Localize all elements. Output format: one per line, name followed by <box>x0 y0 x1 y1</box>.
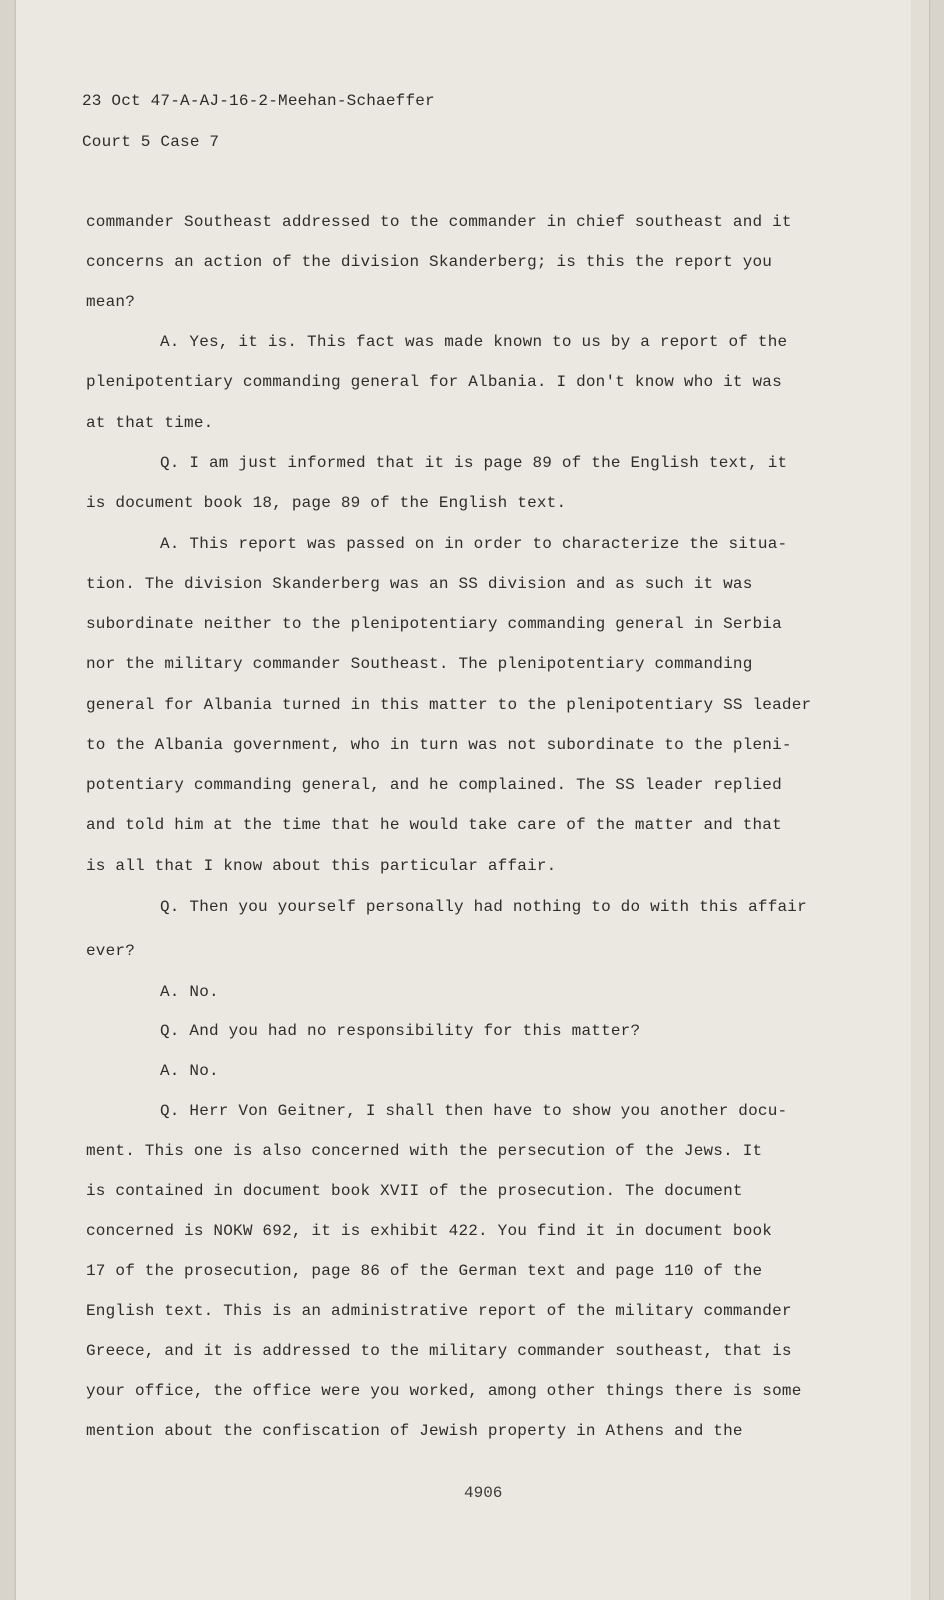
answer-line: A. This report was passed on in order to characterize the situa- <box>160 535 788 553</box>
body-line: subordinate neither to the plenipotentiary commanding general in Serbia <box>86 615 782 633</box>
page-number: 4906 <box>464 1484 503 1502</box>
header-line-2: Court 5 Case 7 <box>82 133 220 151</box>
body-line: concerns an action of the division Skanderberg; is this the report you <box>86 253 773 271</box>
header-line-1: 23 Oct 47-A-AJ-16-2-Meehan-Schaeffer <box>82 92 435 110</box>
body-line: English text. This is an administrative report of the military commander <box>86 1302 792 1320</box>
body-line: 17 of the prosecution, page 86 of the German text and page 110 of the <box>86 1262 763 1280</box>
question-line: Q. I am just informed that it is page 89 of the English text, it <box>160 454 788 472</box>
question-line: Q. And you had no responsibility for this matter? <box>160 1022 641 1040</box>
body-line: concerned is NOKW 692, it is exhibit 422. You find it in document book <box>86 1222 773 1240</box>
body-line: and told him at the time that he would take care of the matter and that <box>86 816 782 834</box>
body-line: general for Albania turned in this matter to the plenipotentiary SS leader <box>86 696 812 714</box>
body-line: plenipotentiary commanding general for Albania. I don't know who it was <box>86 373 782 391</box>
body-line: ment. This one is also concerned with the persecution of the Jews. It <box>86 1142 763 1160</box>
body-line: Greece, and it is addressed to the military commander southeast, that is <box>86 1342 792 1360</box>
body-line: is all that I know about this particular affair. <box>86 857 557 875</box>
body-line: potentiary commanding general, and he complained. The SS leader replied <box>86 776 782 794</box>
question-line: Q. Herr Von Geitner, I shall then have to show you another docu- <box>160 1102 788 1120</box>
document-page <box>16 0 929 1600</box>
body-line: mean? <box>86 293 136 311</box>
body-line: to the Albania government, who in turn was not subordinate to the pleni- <box>86 736 792 754</box>
page-edge <box>911 0 929 1600</box>
question-line: Q. Then you yourself personally had nothing to do with this affair <box>160 898 807 916</box>
body-line: your office, the office were you worked, among other things there is some <box>86 1382 802 1400</box>
body-line: nor the military commander Southeast. The plenipotentiary commanding <box>86 655 753 673</box>
body-line: tion. The division Skanderberg was an SS division and as such it was <box>86 575 753 593</box>
answer-line: A. No. <box>160 1062 219 1080</box>
body-line: is document book 18, page 89 of the English text. <box>86 494 567 512</box>
answer-line: A. No. <box>160 983 219 1001</box>
body-line: is contained in document book XVII of the prosecution. The document <box>86 1182 743 1200</box>
body-line: mention about the confiscation of Jewish property in Athens and the <box>86 1422 743 1440</box>
body-line: ever? <box>86 942 136 960</box>
body-line: commander Southeast addressed to the commander in chief southeast and it <box>86 213 792 231</box>
answer-line: A. Yes, it is. This fact was made known to us by a report of the <box>160 333 788 351</box>
body-line: at that time. <box>86 414 214 432</box>
